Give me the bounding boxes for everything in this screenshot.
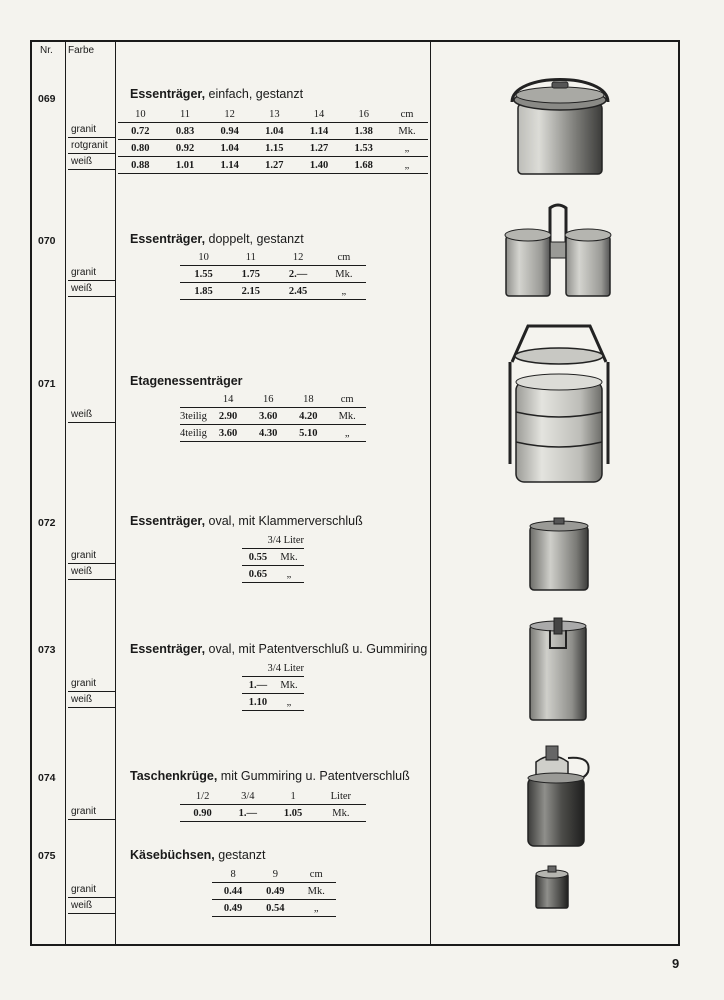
cheese-tin-illustration [532,862,572,912]
table-row [242,677,304,694]
unit-cell: Mk. [274,549,304,566]
unit-cell: Mk. [328,408,366,425]
table-header-row [180,391,366,408]
unit-cell: „ [328,425,366,442]
size-header: 3/4 [225,788,270,805]
color-list-071 [68,407,115,423]
unit-header: cm [322,249,366,266]
price-cell: 1.55 [180,266,227,283]
unit-cell: „ [322,283,366,300]
unit-header: Liter [316,788,366,805]
size-header: 9 [254,866,296,883]
price-cell: 0.44 [212,883,254,900]
size-header: 14 [297,106,342,123]
item-title-071 [130,374,243,388]
size-header: 1/2 [180,788,225,805]
variant-label: 4teilig [180,425,208,442]
item-title-072 [130,514,363,528]
item-name: Etagenessenträger [130,374,243,388]
variant-header [180,391,208,408]
item-title-073 [130,642,427,656]
price-cell: 3.60 [208,425,248,442]
price-cell: 5.10 [288,425,328,442]
price-cell: 1.15 [252,140,297,157]
catalog-frame [30,40,680,946]
color-label: weiß [68,692,115,708]
price-cell: 1.04 [252,123,297,140]
item-description: doppelt, gestanzt [208,232,304,246]
stacked-food-carrier-illustration [506,322,612,494]
price-cell: 0.94 [207,123,252,140]
item-title-075 [130,848,266,862]
item-number-072: 072 [38,517,56,529]
size-header: 16 [248,391,288,408]
size-header: 11 [227,249,274,266]
color-list-070 [68,265,115,297]
unit-header: cm [296,866,336,883]
price-cell: 0.92 [163,140,208,157]
price-cell: 3.60 [248,408,288,425]
item-number-075: 075 [38,850,56,862]
table-row [180,283,366,300]
price-cell: 2.90 [208,408,248,425]
price-cell: 1.53 [341,140,386,157]
item-description: mit Gummiring u. Patentverschluß [220,769,410,783]
price-cell: 1.14 [297,123,342,140]
variant-label: 3teilig [180,408,208,425]
unit-cell: „ [386,140,428,157]
item-name: Essenträger, [130,514,206,528]
price-cell: 1.10 [242,694,274,711]
header-farbe: Farbe [68,45,95,56]
item-description: einfach, gestanzt [208,87,304,101]
table-row [180,408,366,425]
size-header: 3/4 Liter [242,660,304,677]
color-label: weiß [68,564,115,580]
size-header: 8 [212,866,254,883]
double-food-carrier-illustration [498,202,618,302]
color-label: granit [68,122,115,138]
price-cell: 2.45 [274,283,321,300]
price-cell: 1.75 [227,266,274,283]
color-label: granit [68,676,115,692]
price-cell: 0.90 [180,805,225,822]
price-cell: 1.40 [297,157,342,174]
price-cell: 2.15 [227,283,274,300]
size-header: 3/4 Liter [242,532,304,549]
column-divider-nr [65,42,66,944]
color-label: granit [68,265,115,281]
pocket-jug-illustration [522,742,598,850]
price-cell: 0.88 [118,157,163,174]
table-header-row [180,788,366,805]
item-name: Essenträger, [130,232,206,246]
size-header: 10 [118,106,163,123]
single-food-carrier-illustration [500,62,620,182]
table-row [180,805,366,822]
item-number-071: 071 [38,378,56,390]
size-header: 11 [163,106,208,123]
item-number-073: 073 [38,644,56,656]
unit-cell: Mk. [296,883,336,900]
color-label: weiß [68,407,115,423]
header-nr: Nr. [40,45,53,56]
table-row [242,566,304,583]
unit-header: cm [328,391,366,408]
table-header-row [242,660,304,677]
item-name: Taschenkrüge, [130,769,218,783]
page-number: 9 [672,956,680,971]
color-list-069 [68,122,115,170]
item-name: Essenträger, [130,87,206,101]
size-header: 1 [270,788,315,805]
item-number-069: 069 [38,93,56,105]
unit-cell: Mk. [386,123,428,140]
size-header: 12 [207,106,252,123]
table-row [180,425,366,442]
price-cell: 1.01 [163,157,208,174]
price-cell: 0.54 [254,900,296,917]
price-cell: 1.27 [297,140,342,157]
size-header: 12 [274,249,321,266]
price-cell: 4.30 [248,425,288,442]
table-row [242,694,304,711]
item-title-070 [130,232,304,246]
color-label: rotgranit [68,138,115,154]
unit-cell: Mk. [274,677,304,694]
unit-cell: „ [274,694,304,711]
price-cell: 1.14 [207,157,252,174]
size-header: 10 [180,249,227,266]
price-cell: 1.04 [207,140,252,157]
table-row [212,883,336,900]
oval-clamp-carrier-illustration [524,516,594,596]
price-cell: 0.80 [118,140,163,157]
table-row [212,900,336,917]
unit-cell: „ [386,157,428,174]
price-table-070 [180,249,366,300]
unit-cell: „ [296,900,336,917]
size-header: 16 [341,106,386,123]
table-row [180,266,366,283]
price-cell: 1.85 [180,283,227,300]
price-cell: 1.— [242,677,274,694]
price-cell: 1.68 [341,157,386,174]
unit-cell: Mk. [322,266,366,283]
color-label: weiß [68,898,115,914]
unit-cell: „ [274,566,304,583]
item-number-070: 070 [38,235,56,247]
price-table-075 [212,866,336,917]
color-label: granit [68,548,115,564]
table-header-row [242,532,304,549]
price-table-069 [118,106,428,174]
item-title-074 [130,769,410,783]
price-cell: 4.20 [288,408,328,425]
item-name: Essenträger, [130,642,206,656]
size-header: 14 [208,391,248,408]
color-label: granit [68,804,115,820]
item-description: oval, mit Klammerverschluß [208,514,363,528]
price-table-073 [242,660,304,711]
color-list-072 [68,548,115,580]
price-table-072 [242,532,304,583]
price-cell: 0.49 [212,900,254,917]
table-header-row [180,249,366,266]
color-label: granit [68,882,115,898]
color-list-075 [68,882,115,914]
table-row [118,157,428,174]
table-row [118,123,428,140]
table-row [242,549,304,566]
item-description: gestanzt [218,848,266,862]
table-header-row [212,866,336,883]
table-header-row [118,106,428,123]
item-number-074: 074 [38,772,56,784]
size-header: 13 [252,106,297,123]
item-title-069 [130,87,303,101]
color-list-073 [68,676,115,708]
size-header: 18 [288,391,328,408]
price-cell: 2.— [274,266,321,283]
price-cell: 0.55 [242,549,274,566]
column-divider-farbe [115,42,116,944]
unit-header: cm [386,106,428,123]
price-cell: 1.— [225,805,270,822]
color-label: weiß [68,281,115,297]
table-row [118,140,428,157]
column-divider-illustration [430,42,431,944]
price-cell: 1.38 [341,123,386,140]
price-cell: 0.65 [242,566,274,583]
item-name: Käsebüchsen, [130,848,215,862]
price-cell: 0.83 [163,123,208,140]
item-description: oval, mit Patentverschluß u. Gummiring [208,642,428,656]
price-cell: 1.27 [252,157,297,174]
price-table-071 [180,391,366,442]
price-cell: 1.05 [270,805,315,822]
color-list-074 [68,804,115,820]
price-cell: 0.49 [254,883,296,900]
price-cell: 0.72 [118,123,163,140]
color-label: weiß [68,154,115,170]
unit-cell: Mk. [316,805,366,822]
patent-lock-carrier-illustration [522,616,592,724]
price-table-074 [180,788,366,822]
